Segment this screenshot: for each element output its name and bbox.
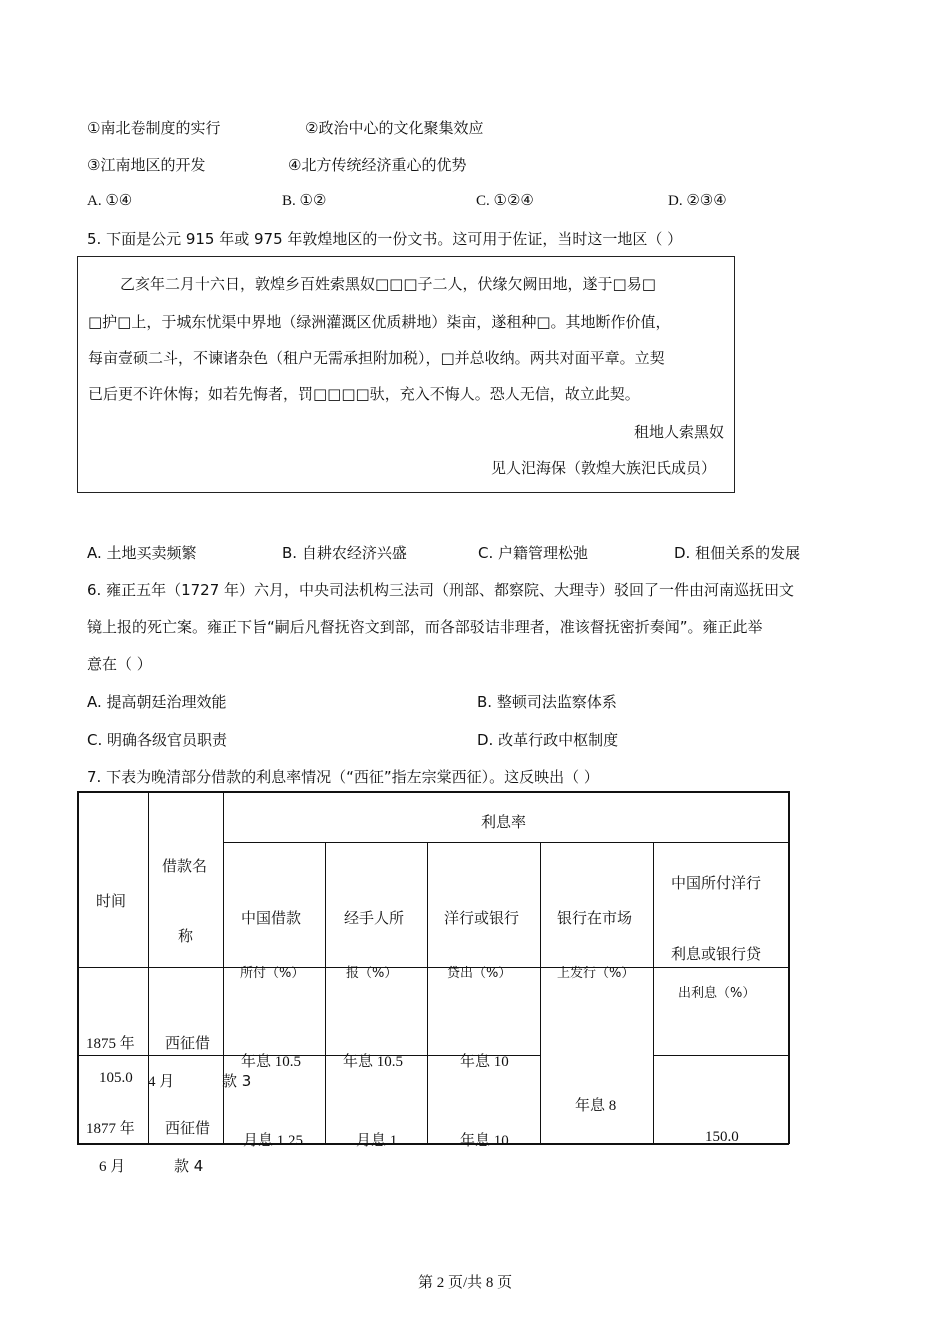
q4-item-3: ③江南地区的开发 — [87, 156, 206, 174]
q5-document-box — [77, 256, 735, 493]
header-name-bottom: 称 — [178, 927, 194, 945]
q4-item-1: ①南北卷制度的实行 — [87, 119, 221, 137]
header-col5-top: 中国所付洋行 — [671, 874, 762, 892]
header-col1-top: 中国借款 — [241, 909, 302, 927]
q5-stem: 5. 下面是公元 915 年或 975 年敦煌地区的一份文书。这可用于佐证，当时这一地区（ ） — [87, 230, 683, 248]
q5-doc-signature-tenant: 租地人索黑奴 — [633, 423, 724, 441]
header-col4-bottom: 上发行（%） — [557, 966, 635, 981]
table-vline-4 — [427, 842, 428, 1144]
row2-col3: 年息 10 — [460, 1133, 509, 1149]
header-col4-top: 银行在市场 — [557, 909, 633, 927]
q5-doc-line-3: 每亩壹硕二斗，不谏诸杂色（租户无需承担附加税），□并总收纳。两共对面平章。立契 — [88, 349, 665, 367]
q6-stem-line-2: 镜上报的死亡案。雍正下旨“嗣后凡督抚咨文到部，而各部驳诘非理者，准该督抚密折奏闻”。雍正此举 — [87, 618, 763, 636]
row2-name-bottom: 款 4 — [174, 1157, 204, 1175]
q5-option-a: A. 土地买卖频繁 — [87, 544, 197, 562]
q5-doc-line-1: 乙亥年二月十六日，敦煌乡百姓索黑奴□□□子二人，伏缘欠阙田地，遂于□易□ — [120, 275, 656, 293]
header-col3-bottom: 贷出（%） — [447, 966, 512, 981]
header-name-top: 借款名 — [162, 857, 208, 875]
header-col3-top: 洋行或银行 — [444, 909, 520, 927]
row2-col5: 150.0 — [705, 1129, 739, 1145]
shared-col4: 年息 8 — [575, 1098, 617, 1114]
q5-doc-signature-witness: 见人汜海保（敦煌大族汜氏成员） — [490, 459, 716, 477]
q7-stem: 7. 下表为晚清部分借款的利息率情况（“西征”指左宗棠西征）。这反映出（ ） — [87, 768, 599, 786]
q5-option-d: D. 租佃关系的发展 — [674, 544, 801, 562]
header-time: 时间 — [96, 892, 127, 910]
q6-stem-line-3: 意在（ ） — [87, 655, 152, 673]
row2-name-top: 西征借 — [165, 1119, 211, 1137]
row1-col1: 年息 10.5 — [241, 1054, 302, 1070]
header-col5-mid: 利息或银行贷 — [671, 945, 762, 963]
q6-stem-line-1: 6. 雍正五年（1727 年）六月，中央司法机构三法司（刑部、都察院、大理寺）驳回了一件由河南巡抚田文 — [87, 581, 795, 599]
q6-option-c: C. 明确各级官员职责 — [87, 731, 228, 749]
row1-col3: 年息 10 — [460, 1054, 509, 1070]
row1-time-bottom: 4 月 — [148, 1074, 175, 1090]
q5-doc-line-4: 已后更不许休悔；如若先悔者，罚□□□□驮，充入不悔人。恐人无信，故立此契。 — [88, 385, 640, 403]
table-vline-3 — [325, 842, 326, 1144]
q5-doc-line-2: □护□上，于城东忧渠中界地（绿洲灌溉区优质耕地）柒亩，遂租种□。其地断作价值， — [88, 313, 671, 331]
q4-item-4: ④北方传统经济重心的优势 — [288, 156, 467, 174]
q4-item-2: ②政治中心的文化聚集效应 — [305, 119, 484, 137]
row1-name-top: 西征借 — [165, 1034, 211, 1052]
q6-option-d: D. 改革行政中枢制度 — [477, 731, 619, 749]
row2-time-bottom: 6 月 — [99, 1159, 126, 1175]
row1-time-top: 1875 年 — [86, 1036, 135, 1052]
q4-option-b: B. ①② — [282, 193, 327, 209]
header-col2-bottom: 报（%） — [346, 966, 398, 981]
q6-option-a: A. 提高朝廷治理效能 — [87, 693, 227, 711]
row1-col5: 105.0 — [99, 1070, 133, 1086]
row1-name-bottom: 款 3 — [222, 1072, 252, 1090]
table-hline-header — [77, 967, 789, 968]
row2-col2: 月息 1 — [356, 1133, 398, 1149]
header-col2-top: 经手人所 — [344, 909, 405, 927]
table-hline-interest — [223, 842, 789, 843]
row2-time-top: 1877 年 — [86, 1121, 135, 1137]
header-col1-bottom: 所付（%） — [240, 966, 305, 981]
table-vline-5 — [540, 842, 541, 1144]
table-hline-row-b — [653, 1055, 789, 1056]
q4-option-c: C. ①②④ — [476, 193, 534, 209]
q6-option-b: B. 整顿司法监察体系 — [477, 693, 617, 711]
q4-option-a: A. ①④ — [87, 193, 133, 209]
q4-option-d: D. ②③④ — [668, 193, 727, 209]
header-interest: 利息率 — [481, 813, 527, 831]
header-col5-bottom: 出利息（%） — [678, 986, 756, 1001]
table-border-top — [77, 791, 789, 793]
row1-col2: 年息 10.5 — [343, 1054, 404, 1070]
row2-col1: 月息 1.25 — [243, 1133, 304, 1149]
q5-option-c: C. 户籍管理松弛 — [478, 544, 589, 562]
table-border-bottom — [77, 1143, 789, 1145]
q5-option-b: B. 自耕农经济兴盛 — [282, 544, 407, 562]
page-footer: 第 2 页/共 8 页 — [418, 1275, 513, 1291]
table-vline-6 — [653, 842, 654, 1144]
